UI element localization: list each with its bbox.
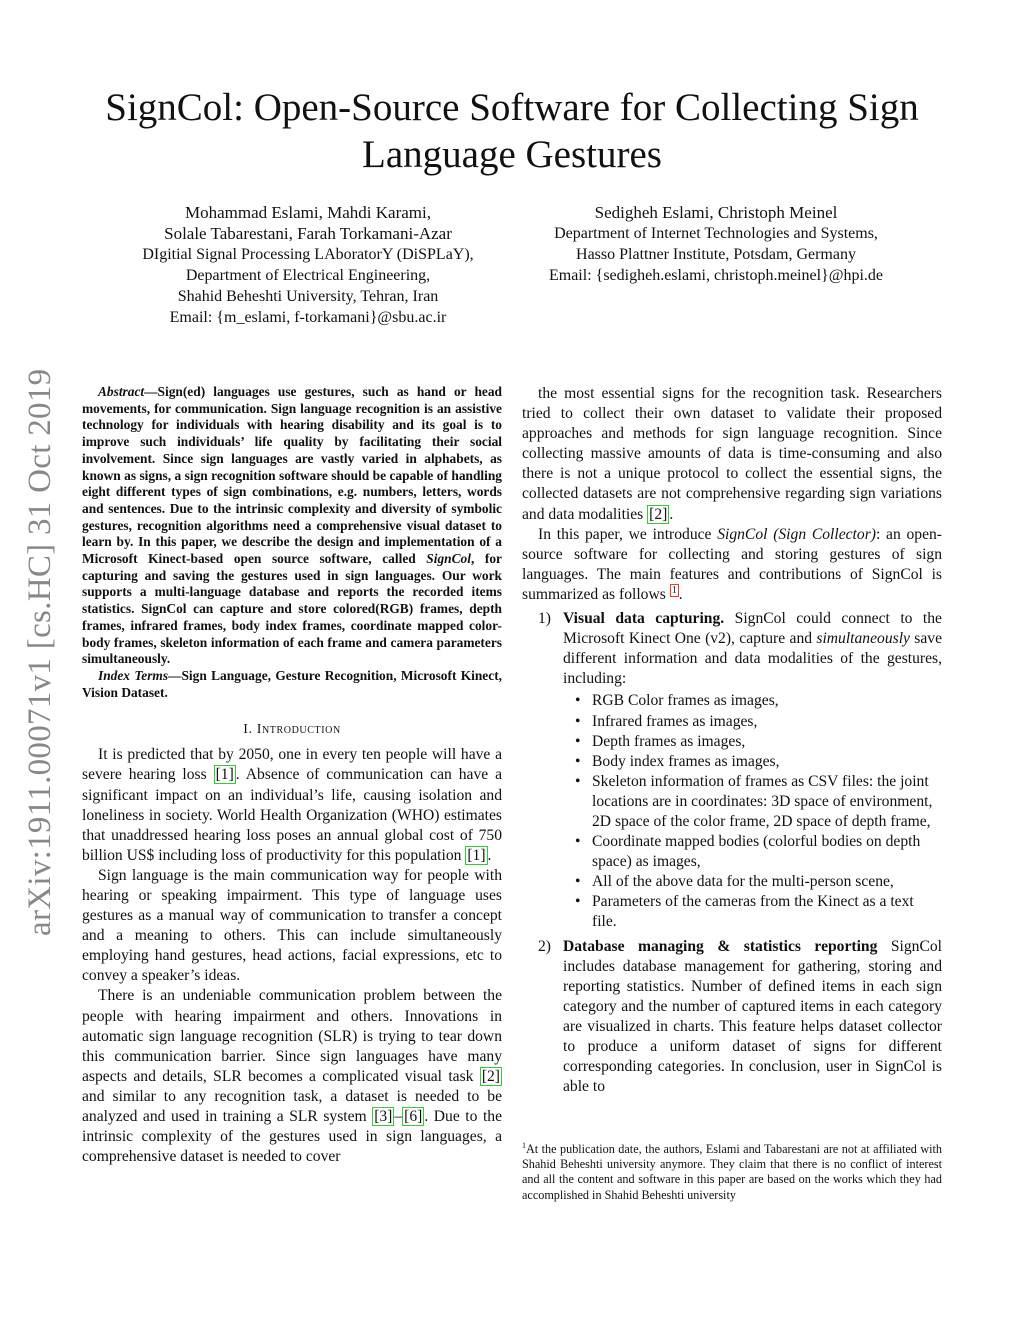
bullet-text: Parameters of the cameras from the Kinect as a text file. bbox=[592, 893, 914, 931]
citation-link[interactable]: [3] bbox=[374, 1108, 393, 1126]
italic-text: Abstract bbox=[98, 384, 145, 399]
text-run: . bbox=[678, 585, 683, 603]
text-run: : an open-source software for collecting and storing gestures of sign languages. The main features and contributions of SignCol is summarized as follows bbox=[522, 525, 942, 603]
abstract bbox=[82, 384, 502, 668]
citation-link[interactable]: [1] bbox=[215, 766, 234, 784]
feature-item bbox=[522, 937, 942, 1098]
bold-text: Visual data capturing. bbox=[563, 610, 725, 628]
feature-item bbox=[522, 609, 942, 933]
text-run: . bbox=[487, 846, 492, 864]
index-terms bbox=[82, 668, 502, 701]
text-run: It is predicted that by 2050, one in every ten people will have a severe hearing loss bbox=[82, 746, 502, 784]
author-names: Solale Tabarestani, Farah Torkamani-Azar bbox=[164, 224, 452, 243]
bullet-item bbox=[563, 872, 942, 892]
citation-link[interactable]: [2] bbox=[481, 1067, 500, 1085]
bullet-icon: • bbox=[575, 692, 581, 710]
authors-right bbox=[510, 202, 922, 286]
italic-text: simultaneously bbox=[816, 630, 910, 648]
bullet-icon: • bbox=[575, 772, 581, 790]
bullet-item bbox=[563, 772, 942, 832]
text-run: —Sign Language, Gesture Recognition, Microsoft Kinect, Vision Dataset. bbox=[82, 667, 503, 700]
introduction-body bbox=[82, 745, 502, 1167]
text-run: save different information and data modalities of the gestures, including: bbox=[563, 630, 943, 688]
affiliation: Shahid Beheshti University, Tehran, Iran bbox=[177, 288, 439, 305]
text-run: , for capturing and saving the gestures used in sign languages. Our work supports a multi-language database and reports the recorded items statistics. SignCol can capture and store colored(RGB) frames, depth frames, infrared frames, body index frames, coordinate mapped color-body frames, skeleton information of each frame and camera parameters simultaneously. bbox=[82, 551, 502, 667]
text-run: —Sign(ed) languages use gestures, such as hand or head movements, for communication. Sign language recognition is an assistive technology for individuals with hearing disability and its goal is to improve such individuals’ life quality by facilitating their social involvement. Since sign languages are vastly varied in alphabets, as known as signs, a sign recognition software should be capable of handling eight different types of sign combinations, e.g. numbers, letters, words and sentences. Due to the intrinsic complexity and diversity of symbolic gestures, recognition algorithms need a comprehensive visual dataset to learn by. In this paper, we describe the design and implementation of a Microsoft Kinect-based open source software, called bbox=[82, 384, 502, 567]
bullet-text: All of the above data for the multi-person scene, bbox=[592, 873, 894, 891]
paragraph bbox=[522, 525, 942, 605]
right-body bbox=[522, 384, 942, 605]
paper-title: SignCol: Open-Source Software for Collecting Sign Language Gestures bbox=[105, 86, 919, 176]
bullet-item bbox=[563, 752, 942, 772]
affiliation: Department of Electrical Engineering, bbox=[185, 267, 431, 284]
paragraph bbox=[82, 745, 502, 866]
bullet-item bbox=[563, 832, 942, 872]
text-run: SignCol includes database management for gathering, storing and reporting statistics. Number of defined items in each sign category and the number of captured items in each category are visualized in charts. This feature helps dataset collector to produce a uniform dataset of signs for different corresponding categories. In conclusion, user in SignCol is able to bbox=[563, 937, 942, 1096]
bullet-item bbox=[563, 892, 942, 932]
arxiv-stamp: arXiv:1911.00071v1 [cs.HC] 31 Oct 2019 bbox=[22, 368, 58, 936]
italic-text: SignCol (Sign Collector) bbox=[717, 525, 876, 543]
feature-number: 1) bbox=[538, 610, 551, 628]
text-run: In this paper, we introduce bbox=[538, 525, 718, 543]
feature-number: 2) bbox=[538, 937, 551, 955]
author-names: Mohammad Eslami, Mahdi Karami, bbox=[185, 203, 431, 222]
author-email: Email: {sedigheh.eslami, christoph.meinel}@hpi.de bbox=[548, 267, 884, 284]
footnote-link[interactable]: 1 bbox=[671, 584, 677, 596]
footnote-text: At the publication date, the authors, Eslami and Tabarestani are not at affiliated with Shahid Beheshti university anymore. They claim that there is no conflict of interest and all the content and software in this paper are based on the works which they had accomplished in Shahid Beheshti university bbox=[522, 1142, 942, 1202]
text-run: the most essential signs for the recognition task. Researchers tried to collect their own dataset to validate their proposed approaches and methods for sign language recognition. Since collecting massive amounts of data is time-consuming and also there is not a unique protocol to collect the essential signs, the collected datasets are not comprehensive regarding sign variations and data modalities bbox=[522, 385, 942, 523]
bullet-text: Body index frames as images, bbox=[592, 752, 780, 770]
right-column bbox=[522, 384, 942, 1101]
footnote-mark: 1 bbox=[522, 1140, 526, 1150]
bullet-text: Infrared frames as images, bbox=[592, 712, 758, 730]
text-run: – bbox=[394, 1108, 403, 1126]
citation-link[interactable]: [2] bbox=[649, 505, 668, 523]
section-heading bbox=[82, 722, 502, 738]
citation-link[interactable]: [6] bbox=[404, 1108, 423, 1126]
bullet-list bbox=[563, 691, 942, 932]
paragraph bbox=[522, 384, 942, 525]
bold-text: Database managing & statistics reporting bbox=[563, 937, 878, 955]
affiliation: Hasso Plattner Institute, Potsdam, Germany bbox=[576, 246, 856, 263]
left-column bbox=[82, 384, 502, 1167]
paragraph bbox=[82, 866, 502, 987]
section-number: I. bbox=[243, 722, 257, 738]
feature-text bbox=[563, 938, 942, 1096]
footnote bbox=[522, 1142, 942, 1203]
affiliation: Department of Internet Technologies and Systems, bbox=[554, 225, 878, 242]
feature-text bbox=[563, 610, 942, 687]
author-email: Email: {m_eslami, f-torkamani}@sbu.ac.ir bbox=[169, 309, 447, 326]
authors-left bbox=[100, 202, 516, 328]
bullet-icon: • bbox=[575, 833, 581, 851]
author-names: Sedigheh Eslami, Christoph Meinel bbox=[594, 203, 838, 222]
text-run: SignCol could connect to the Microsoft Kinect One (v2), capture and bbox=[563, 610, 942, 648]
text-run: . Absence of communication can have a significant impact on an individual’s life, causing isolation and loneliness in society. World Health Organization (WHO) estimates that unaddressed hearing loss poses an annual global cost of 750 billion US$ including loss of productivity for this population bbox=[82, 766, 503, 864]
paragraph bbox=[82, 986, 502, 1167]
italic-text: Index Terms bbox=[98, 667, 169, 683]
bullet-item bbox=[563, 732, 942, 752]
italic-text: SignCol bbox=[426, 551, 471, 567]
affiliation: DIgitial Signal Processing LAboratorY (DiSPLaY), bbox=[142, 246, 474, 263]
text-run: There is an undeniable communication problem between the people with hearing impairment and others. Innovations in automatic sign language recognition (SLR) is trying to tear down this communication barrier. Since sign languages have many aspects and details, SLR becomes a complicated visual task bbox=[82, 987, 502, 1085]
section-title: Introduction bbox=[256, 722, 341, 738]
bullet-icon: • bbox=[575, 752, 581, 770]
text-run: Sign language is the main communication way for people with hearing or speaking impairment. This type of language uses gestures as a manual way of communication to transfer a concept and a meaning to others. This can include simultaneously employing hand gestures, head actions, facial expressions, etc to convey a speaker’s ideas. bbox=[82, 866, 502, 985]
bullet-icon: • bbox=[575, 732, 581, 750]
bullet-icon: • bbox=[575, 873, 581, 891]
bullet-text: Depth frames as images, bbox=[592, 732, 746, 750]
bullet-text: Skeleton information of frames as CSV files: the joint locations are in coordinates: 3D space of environment, 2D space of the color frame, 2D space of depth frame, bbox=[592, 772, 933, 830]
text-run: . bbox=[669, 505, 674, 523]
bullet-icon: • bbox=[575, 893, 581, 911]
text-run: and similar to any recognition task, a dataset is needed to be analyzed and used in training a SLR system bbox=[82, 1087, 502, 1126]
bullet-icon: • bbox=[575, 712, 581, 730]
text-run: . Due to the intrinsic complexity of the gestures used in sign languages, a comprehensive dataset is needed to cover bbox=[82, 1108, 502, 1166]
bullet-item bbox=[563, 691, 942, 711]
citation-link[interactable]: [1] bbox=[467, 846, 486, 864]
feature-list bbox=[522, 609, 942, 1097]
bullet-item bbox=[563, 712, 942, 732]
bullet-text: RGB Color frames as images, bbox=[592, 692, 779, 710]
bullet-text: Coordinate mapped bodies (colorful bodies on depth space) as images, bbox=[592, 833, 921, 871]
